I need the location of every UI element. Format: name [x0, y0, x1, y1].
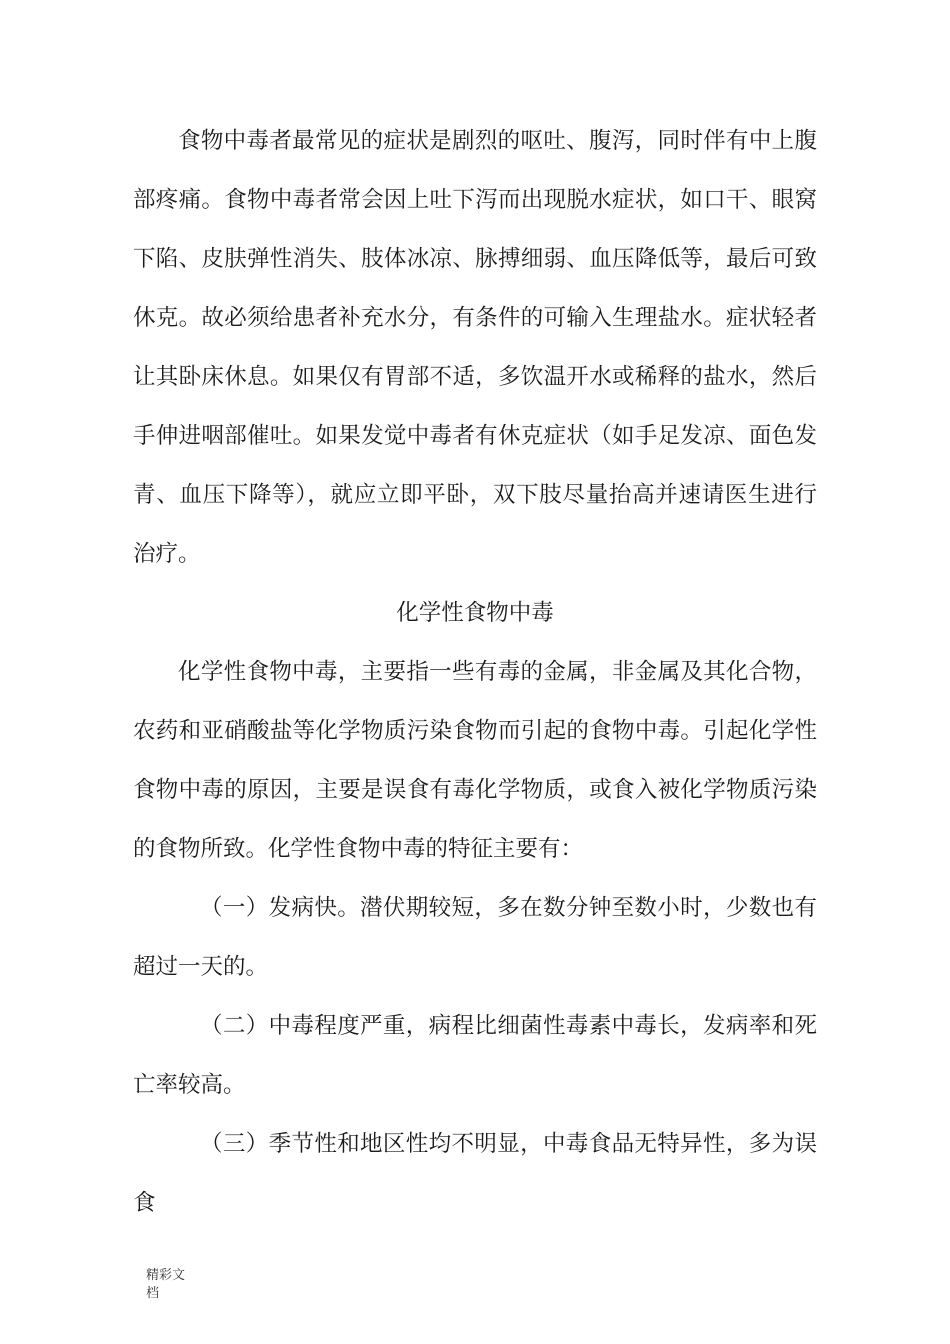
page-footer: 精彩文档 [146, 1268, 186, 1301]
list-item-1: （一）发病快。潜伏期较短，多在数分钟至数小时，少数也有超过一天的。 [133, 895, 817, 980]
document-body [133, 112, 817, 1233]
list-item-3: （三）季节性和地区性均不明显，中毒食品无特异性，多为误食 [133, 1131, 817, 1216]
paragraph-symptoms: 食物中毒者最常见的症状是剧烈的呕吐、腹泻，同时伴有中上腹部疼痛。食物中毒者常会因上吐下泻而出现脱水症状，如口干、眼窝下陷、皮肤弹性消失、肢体冰凉、脉搏细弱、血压降低等，最后可致休克。故必须给患者补充水分，有条件的可输入生理盐水。症状轻者让其卧床休息。如果仅有胃部不适，多饮温开水或稀释的盐水，然后手伸进咽部催吐。如果发觉中毒者有休克症状（如手足发凉、面色发青、血压下降等），就应立即平卧，双下肢尽量抬高并速请医生进行治疗。 [133, 128, 817, 567]
section-heading: 化学性食物中毒 [396, 600, 554, 626]
paragraph-chemical-poisoning: 化学性食物中毒，主要指一些有毒的金属，非金属及其化合物，农药和亚硝酸盐等化学物质污染食物而引起的食物中毒。引起化学性食物中毒的原因，主要是误食有毒化学物质，或食入被化学物质污染的食物所致。化学性食物中毒的特征主要有： [133, 659, 817, 862]
list-item-2: （二）中毒程度严重，病程比细菌性毒素中毒长，发病率和死亡率较高。 [133, 1013, 817, 1098]
